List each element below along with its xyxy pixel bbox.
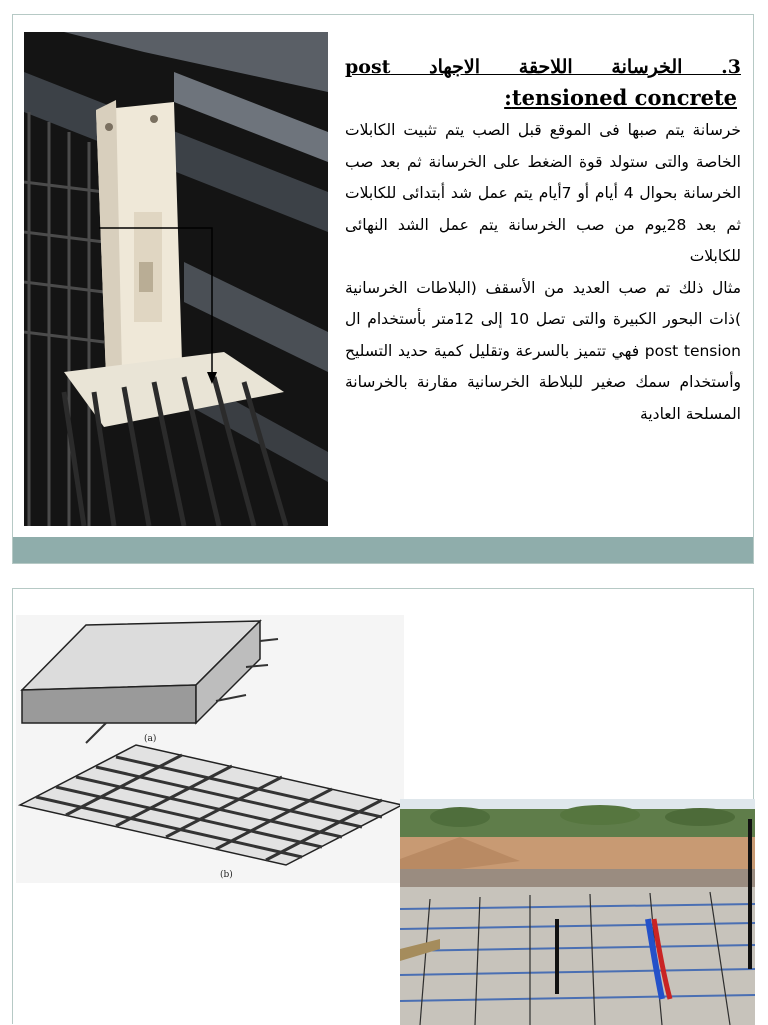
article-text <box>345 51 741 430</box>
slab-sketch-illustration <box>16 615 404 883</box>
drawing-label-b: (b) <box>220 870 233 880</box>
paragraph-definition: خرسانة يتم صبها فى الموقع قبل الصب يتم تثبيت الكابلات الخاصة والتى ستولد قوة الضغط على الخرسانة ثم بعد صب الخرسانة بحوال 4 أيام أو 7أيام يتم عمل شد أبتدائى للكابلات ثم بعد 28يوم من صب الخرسانة يتم عمل الشد النهائى للكابلات <box>345 121 742 265</box>
section-title-line-2: tensioned concrete: <box>504 85 737 110</box>
construction-site-photo <box>400 799 755 1025</box>
slide-1 <box>12 14 754 564</box>
post-tension-anchor-photo <box>24 32 328 526</box>
section-title-line-1: 3. الخرسانة اللاحقة الاجهاد post <box>345 56 741 78</box>
slide-2 <box>12 588 754 1024</box>
paragraph-example: مثال ذلك تم صب العديد من الأسقف (البلاطات الخرسانية )ذات البحور الكبيرة والتى تصل 10 إلى 12متر بأستخدام ال post tension فهي تتميز بالسرعة وتقليل كمية حديد التسليح وأستخدام سمك صغير للبلاطة الخرسانية مقارنة بالخرسانة المسلحة العادية <box>345 278 741 423</box>
slide-footer-band <box>13 537 753 563</box>
drawing-label-a: (a) <box>144 734 157 744</box>
